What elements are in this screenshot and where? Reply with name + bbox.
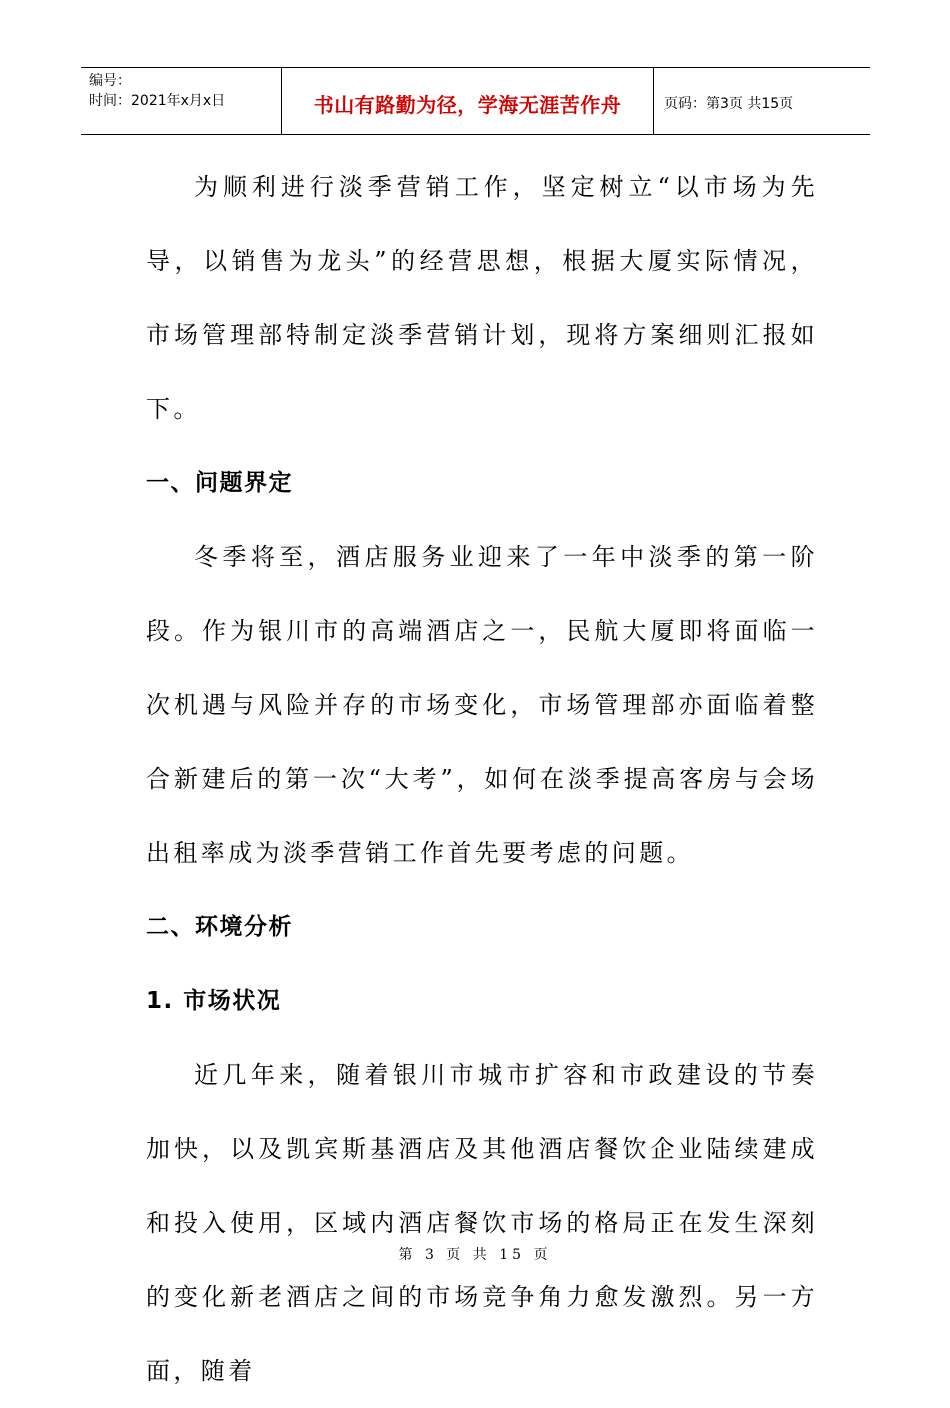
problem-paragraph: 冬季将至，酒店服务业迎来了一年中淡季的第一阶段。作为银川市的高端酒店之一，民航大厦即将面临一次机遇与风险并存的市场变化，市场管理部亦面临着整合新建后的第一次“大考”，如何在淡季提高客房与会场出租率成为淡季营销工作首先要考虑的问题。 — [146, 543, 818, 867]
intro-paragraph: 为顺利进行淡季营销工作，坚定树立“以市场为先导，以销售为龙头”的经营思想，根据大厦实际情况，市场管理部特制定淡季营销计划，现将方案细则汇报如下。 — [146, 173, 818, 423]
section-heading-problem: 一、问题界定 — [146, 470, 293, 496]
document-time-label: 时间：2021年x月x日 — [89, 93, 226, 109]
header-motto: 书山有路勤为径，学海无涯苦作舟 — [313, 92, 622, 117]
section-heading-environment: 二、环境分析 — [146, 914, 293, 940]
header-motto-cell — [282, 68, 654, 134]
document-number-label: 编号： — [89, 73, 131, 89]
header-page-cell — [654, 70, 870, 136]
page-footer: 第 3 页 共 15 页 — [398, 1247, 552, 1263]
subsection-heading-market: 1. 市场状况 — [146, 988, 282, 1014]
header-meta — [81, 68, 282, 134]
market-paragraph: 近几年来，随着银川市城市扩容和市政建设的节奏加快，以及凯宾斯基酒店及其他酒店餐饮企业陆续建成和投入使用，区域内酒店餐饮市场的格局正在发生深刻的变化新老酒店之间的市场竞争角力愈发激烈。另一方面，随着 — [146, 1061, 818, 1385]
document-body — [146, 150, 818, 1408]
header-page-info: 页码：第3页 共15页 — [664, 96, 794, 112]
page-header — [81, 67, 870, 135]
